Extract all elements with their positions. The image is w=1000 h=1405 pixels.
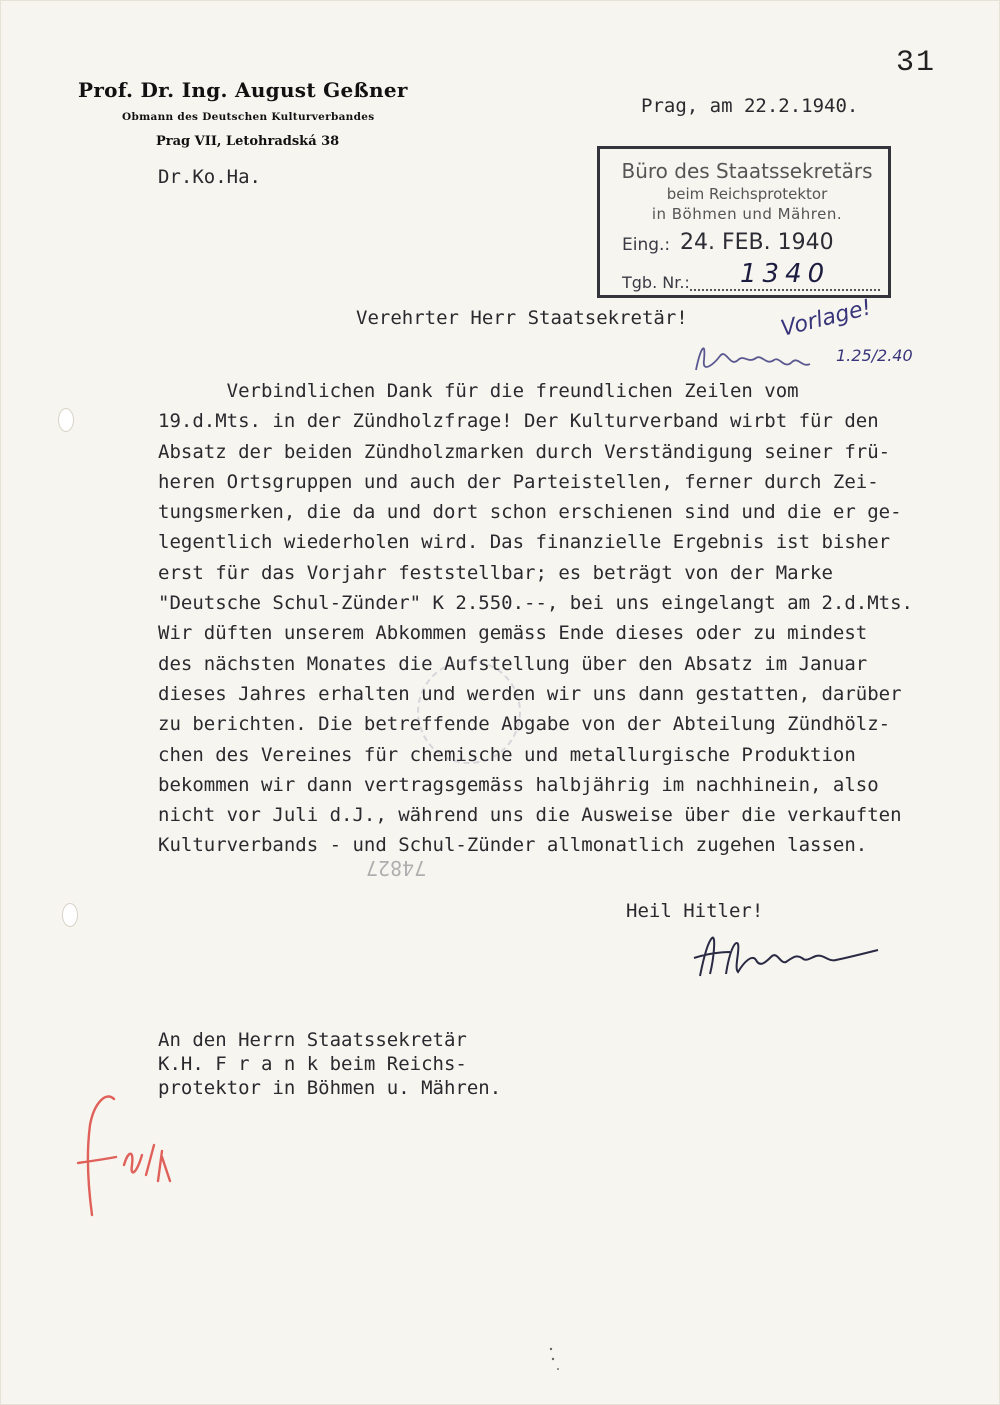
stamp-received-date: 24. FEB. 1940 [680, 230, 834, 255]
annotation-blue-date: 1.25/2.40 [836, 346, 913, 365]
stamp-journal-label: Tgb. Nr.: [622, 273, 690, 292]
closing-salutation: Heil Hitler! [626, 900, 764, 922]
annotation-blue-vorlage: Vorlage! [778, 295, 874, 342]
reference-code: Dr.Ko.Ha. [158, 166, 261, 188]
stamp-office-line: Büro des Staatssekretärs [621, 159, 873, 183]
letterhead-name: Prof. Dr. Ing. August Geßner [78, 78, 408, 102]
signature [686, 928, 886, 988]
annotation-red-text [70, 1230, 73, 1231]
faint-reverse-number: 74827 [366, 856, 427, 880]
letter-date: Prag, am 22.2.1940. [641, 95, 859, 117]
letterhead-address: Prag VII, Letohradská 38 [156, 134, 340, 149]
stamp-office-line-2: beim Reichsprotektor [666, 185, 828, 203]
punch-hole-top [58, 408, 74, 432]
recipient-address: An den Herrn Staatssekretär K.H. F r a n k beim Reichs- protektor in Böhmen u. Mähren. [158, 1029, 502, 1099]
faint-seal-imprint [417, 660, 521, 764]
stamp-office-line-3: in Böhmen und Mähren. [651, 205, 843, 223]
page-speck [545, 1345, 565, 1375]
stamp-received-label: Eing.: [622, 235, 671, 255]
stamp-dotted-line [690, 289, 880, 291]
letterhead-subtitle: Obmann des Deutschen Kulturverbandes [122, 111, 375, 123]
annotation-red-mark [70, 1085, 180, 1225]
letter-body: Verbindlichen Dank für die freundlichen Zeilen vom 19.d.Mts. in der Zündholzfrage! Der Kulturverband wirbt für den Absatz der beiden Zündholzmarken durch Verständigung seiner frü- heren Ortsgruppen und auch der Parteistellen, ferner durch Zei- tungsmerken, die da und dort schon erschienen sind und die er ge- legentlich wiederholen wird. Das finanzielle Ergebnis ist bisher erst für das Vorjahr feststellbar; es beträgt von der Marke "Deutsche Schul-Zünder" K 2.550.--, bei uns eingelangt am 2.d.Mts. Wir düften unserem Abkommen gemäss Ende dieses oder zu mindest des nächsten Monates die Aufstellung über den Absatz im Januar dieses Jahres erhalten und werden wir uns dann gestatten, darüber zu berichten. Die betreffende Abgabe von der Abteilung Zündhölz- chen des Vereines für chemische und metallurgische Produktion bekommen wir dann vertragsgemäss halbjährig im nachhinein, also nicht vor Juli d.J., während uns die Ausweise über die verkauften Kulturverbands - und Schul-Zünder allmonatlich zugehen lassen. [158, 380, 913, 857]
punch-hole-bottom [62, 903, 78, 927]
received-stamp [597, 146, 891, 298]
page-number: 31 [896, 46, 937, 80]
stamp-journal-number: 1340 [740, 259, 831, 289]
salutation: Verehrter Herr Staatsekretär! [356, 307, 688, 329]
